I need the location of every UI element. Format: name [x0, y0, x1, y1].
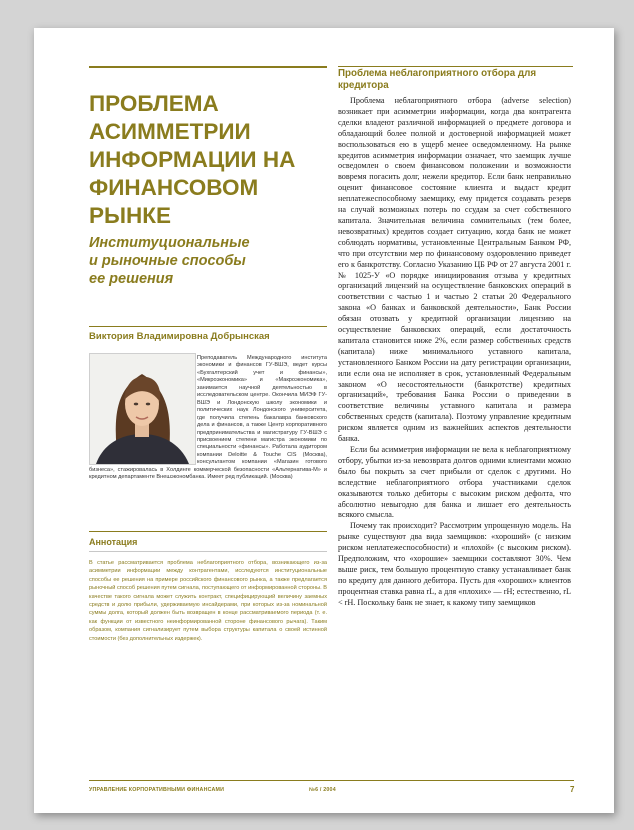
author-rule — [89, 326, 327, 327]
footer-journal: УПРАВЛЕНИЕ КОРПОРАТИВНЫМИ ФИНАНСАМИ — [89, 787, 225, 793]
author-bio — [89, 355, 327, 482]
subtitle-line: Институциональные — [89, 235, 250, 251]
page-number: 7 — [570, 785, 575, 794]
abstract-heading-rule — [89, 551, 327, 552]
paragraph: Почему так происходит? Рассмотрим упрощенную модель. На рынке существуют два вида заемщиков: «хороший» (с низким риском неплатежеспособности) и «плохой» (с высоким риском). Предположим, что «хорошие» заемщики составляют 30%. Чем выше риск, тем большую процентную ставку устанавливает банк по кредиту для данного дебитора. Пусть для «хороших» клиентов процентная ставка равна rL, а для «плохих» — rH; естественно, rL < rH. Поскольку банк не знает, к какому типу заемщиков — [338, 521, 571, 607]
section-top-rule — [338, 66, 573, 67]
author-bio-text: Преподаватель Международного института экономики и финансов ГУ-ВШЭ, ведет курсы «Бухгалтерский учет и финансы», «Микроэкономика» и «Макроэкономика», занимается научной деятельностью в исследовательском центре. Окончила МИЭФ ГУ-ВШЭ и Лондонскую школу экономики и политических наук Лондонского университета, где получила степень бакалавра банковского дела и финансов, а также Центр корпоративного предпринимательства и магистратуру ГУ-ВШЭ с присвоением степени магистра экономики по специальности «финансы». Работала аудитором компании Deloitte & Touche CIS (Москва), консультантом компании «Магазин готового бизнеса», стажировалась в Холдинге коммерческой безопасности «Альтернатива-М» и кредитном департаменте Внешэкономбанка. Имеет ред публикаций. (Москва) — [89, 355, 327, 481]
abstract-rule — [89, 531, 327, 532]
article-subtitle — [89, 234, 324, 288]
article-title: ПРОБЛЕМА АСИММЕТРИИ ИНФОРМАЦИИ НА ФИНАНСОВОМ РЫНКЕ — [89, 91, 296, 228]
photo-spacer — [89, 355, 197, 465]
subtitle-line: и рыночные способы — [89, 253, 246, 269]
title-top-rule — [89, 66, 327, 68]
page — [34, 28, 614, 813]
footer-rule — [89, 780, 574, 781]
abstract-heading: Аннотация — [89, 537, 138, 547]
paragraph: Если бы асимметрия информации не вела к неблагоприятному отбору, убытки из-за невозврата долгов одними клиентами можно было бы покрыть за счет прибыли от сделок с другими. Но вследствие неблагоприятного отбора участниками сделок оказываются только дебиторы с высоким риском дефолта, что абсолютно невыгодно для банка и лишает его деятельность всякого смысла. — [338, 445, 571, 520]
paragraph: Проблема неблагоприятного отбора (adverse selection) возникает при асимметрии информации, когда два контрагента сделки владеют различной информацией о предмете договора и обладающий более полной и достоверной информацией может воспользоваться ею в ущерб менее осведомленному. На рынке кредитов асимметрия информации означает, что заемщик лучше осведомлен о своем финансовом положении и возможности вовремя погасить долг, нежели кредитор. Если банк неправильно оценит финансовое состояние клиента и выдаст кредит неплатежеспособному заемщику, ему придется создавать резерв на случай возможных потерь по ссудам за счет собственного капитала. Значительная величина сомнительных (тем более, невозвратных) кредитов создает ситуацию, когда банк не может соблюдать нормативы, установленные Центральным Банком РФ, что при отсутствии мер по финансовому оздоровлению приведет его к банкротству. Согласно Указанию ЦБ РФ от 27 августа 2001 г. № 1025-У «О порядке инициирования отзыва у кредитных организаций лицензий на осуществление банковских операций в соответствии с частью 1 и частью 2 статьи 20 Федерального закона «О банках и банковской деятельности», Банк России обязан отозвать у кредитной организации лицензию на осуществление банковских операций, если достаточность капитала становится ниже 2%, если размер собственных средств (капитала) ниже минимального уставного капитала, установленного Банком России на дату регистрации организации, или если она не исполняет в срок, установленный Федеральным законом «О несостоятельности (банкротстве) кредитных организаций», требования Банка России о приведении в соответствие величины уставного капитала и размера собственных средств (капитала). Поэтому управление кредитным риском является одним из важнейших аспектов деятельности банка. — [338, 96, 571, 444]
author-name: Виктория Владимировна Добрынская — [89, 331, 270, 342]
subtitle-line: ее решения — [89, 271, 174, 287]
abstract-text: В статье рассматривается проблема неблагоприятного отбора, возникающего из-за асимметрии информации между контрагентами, исследуются институциональные способы ее решения на примере российского финансового рынка, а также предлагается рыночный способ решения путем сигнала, поступающего от информированной стороны. В качестве такого сигнала может служить контракт, специфицирующий величину заемных средств и долю прибыли, удерживаемую инсайдерами, при которых из-за номинальной суммы долга, который должен быть возвращен в конце рассматриваемого периода (т. е. как функции от известного неинформированной стороне финансового рычага). Таким образом, компания сигнализирует путем выбора структуры капитала о своей истинной стоимости (без дополнительных издержек). — [89, 560, 327, 642]
section-heading: Проблема неблагоприятного отбора для кредитора — [338, 68, 537, 91]
footer-issue: №6 / 2004 — [309, 787, 336, 793]
section-body — [338, 96, 571, 609]
